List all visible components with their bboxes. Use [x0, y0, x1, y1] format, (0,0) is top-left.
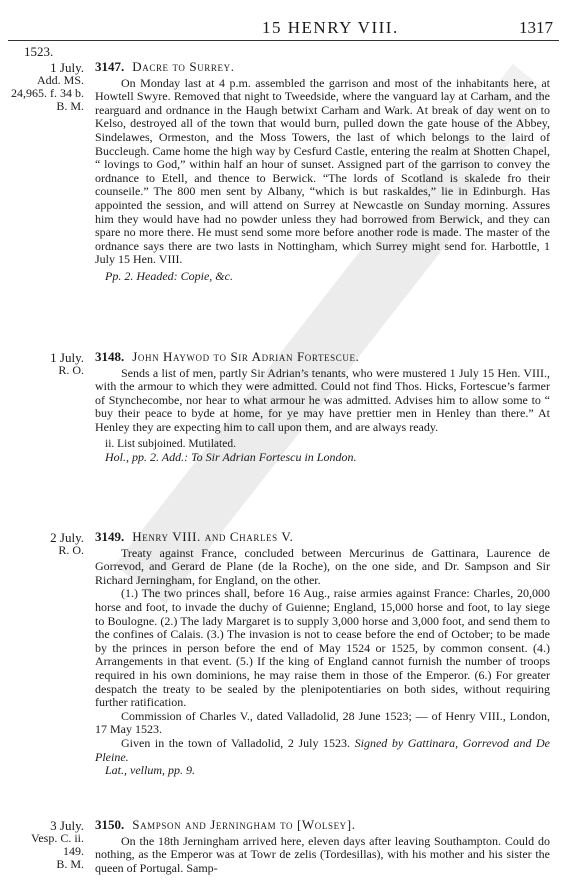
entry-number: 3147.	[95, 59, 125, 74]
entry-margin	[4, 819, 84, 871]
running-header	[0, 16, 567, 36]
header-rule	[8, 40, 559, 41]
entry-number: 3148.	[95, 349, 125, 364]
entry-text: On the 18th Jerningham arrived here, eleven days after leaving Southampton. Could do nothing, as the Emperor was at Towr de zelis (Tordesillas), with his mother and his sister the queen of Portugal. Samp-	[95, 833, 550, 875]
entry-body	[95, 60, 550, 284]
source-ref: Vesp. C. ii.	[30, 831, 84, 845]
entry-heading	[95, 60, 550, 75]
entry-title: Dacre to Surrey.	[132, 59, 235, 74]
entry-date: 1 July.	[50, 350, 84, 365]
source-ref: Add. MS.	[36, 73, 84, 87]
entry-date: 3 July.	[50, 818, 84, 833]
entry-note: Pp. 2. Headed: Copie, &c.	[105, 268, 233, 283]
entry-title: John Haywod to Sir Adrian Fortescue.	[132, 349, 360, 364]
entry-margin	[4, 351, 84, 377]
entry-note: ii. List subjoined. Mutilated.	[105, 437, 236, 450]
entry-title: Henry VIII. and Charles V.	[132, 529, 294, 544]
entry-title: Sampson and Jerningham to [Wolsey].	[132, 817, 356, 832]
entry-date: 2 July.	[50, 530, 84, 545]
entry-text: Treaty against France, concluded between Mercurinus de Gattinara, Laurence de Gorrevod, and Gerard de Plane (de la Roche), on the one side, and Dr. Sampson and Sir Richard Jerningham, for England, on the other.	[95, 545, 550, 587]
entry-text: Sends a list of men, partly Sir Adrian’s tenants, who were mustered 1 July 15 Hen. VIII., with the armour to which they were admitted. Could not find Thos. Hicks, Fortescue’s farmer of Stynchecombe, nor hear to what armour he was admitted. Advises him to allow some to “ buy their peace to byde at home, for ye may have prettier men in Henley than there.” At Henley they are expecting him to call upon them, and are always ready.	[95, 365, 550, 434]
entry-number: 3149.	[95, 529, 125, 544]
entry-body	[95, 530, 550, 778]
entry-heading	[95, 530, 550, 545]
entry-body	[95, 818, 550, 875]
given-text: Given in the town of Valladolid, 2 July 1523.	[121, 735, 351, 750]
entry-date: 1 July.	[50, 60, 84, 75]
entry-number: 3150.	[95, 817, 125, 832]
entry-margin	[4, 61, 84, 113]
source-ref: R. O.	[58, 543, 84, 557]
page-number: 1317	[519, 18, 553, 37]
source-ref: 149.	[63, 844, 84, 858]
entry-text: (1.) The two princes shall, before 16 Aug., raise armies against France: Charles, 20,000 horse and foot, to invade the duchy of Guienne; England, 15,000 horse and foot, to lay siege to Boulogne. (2.) The lady Margaret is to supply 3,000 horse and 3,000 foot, and send them to the confines of Calais. (3.) The invasion is not to cease before the end of October; to be made by the princes in person before the end of May 1524 or 1525, by common consent. (4.) Arrangements in that event. (5.) If the king of England cannot furnish the number of troops required in his own dominions, he may raise them in those of the Emperor. (6.) For greater despatch the treaty to be sealed by the plenipotentiaries on both sides, without requiring further ratification.	[95, 586, 550, 710]
running-title: 15 HENRY VIII.	[262, 18, 399, 37]
source-ref: 24,965. f. 34 b.	[11, 86, 84, 100]
entry-text: On Monday last at 4 p.m. assembled the garrison and most of the inhabitants here, at Howtell Swyre. Removed that night to Tweedside, where the vanguard lay at Carham, and the rearguard and ordnance in the Haugh betwixt Carham and Wark. At break of day went on to Kelso, destroyed all of the town that would burn, pulled down the gate house of the Abbey, Sindelawes, Ormeston, and the Moss Towers, the last of which belongs to the laird of Buccleugh. Came home the high way by Cesfurd Castle, entering the realm at Shotten Chapel, “ lovings to God,” within half an hour of sunset. Assigned part of the garrison to convey the ordnance to Etell, and thence to Berwick. “The lords of Scotland is skalede fro their counseile.” The 800 men sent by Albany, “which is but raskaldes,” lie in Edinburgh. Has appointed the session, and will attend on Surrey at Newcastle on Sunday morning. Assures him they would have had no powder unless they had borrowed from Berwick, and they can spare no more there. He must send some more before another rode is made. The master of the ordnance says there are two lasts in Nottingham, which Surrey might send for. Harbottle, 1 July 15 Hen. VIII.	[95, 75, 550, 267]
entry-note: Lat., vellum, pp. 9.	[105, 763, 195, 778]
year-note: 1523.	[24, 44, 54, 59]
source-ref: R. O.	[58, 363, 84, 377]
entry-heading	[95, 350, 550, 365]
source-ref: B. M.	[56, 857, 84, 871]
entry-text	[95, 737, 550, 764]
entry-text: Commission of Charles V., dated Valladolid, 28 June 1523; — of Henry VIII., London, 17 May 1523.	[95, 708, 550, 737]
entry-heading	[95, 818, 550, 833]
entry-body	[95, 350, 550, 465]
source-ref: B. M.	[56, 99, 84, 113]
entry-note: Hol., pp. 2. Add.: To Sir Adrian Fortescu in London.	[105, 450, 357, 465]
entry-margin	[4, 531, 84, 557]
signed-text: Signed by Gattinara, Gorrevod and De Pleine.	[95, 735, 551, 764]
